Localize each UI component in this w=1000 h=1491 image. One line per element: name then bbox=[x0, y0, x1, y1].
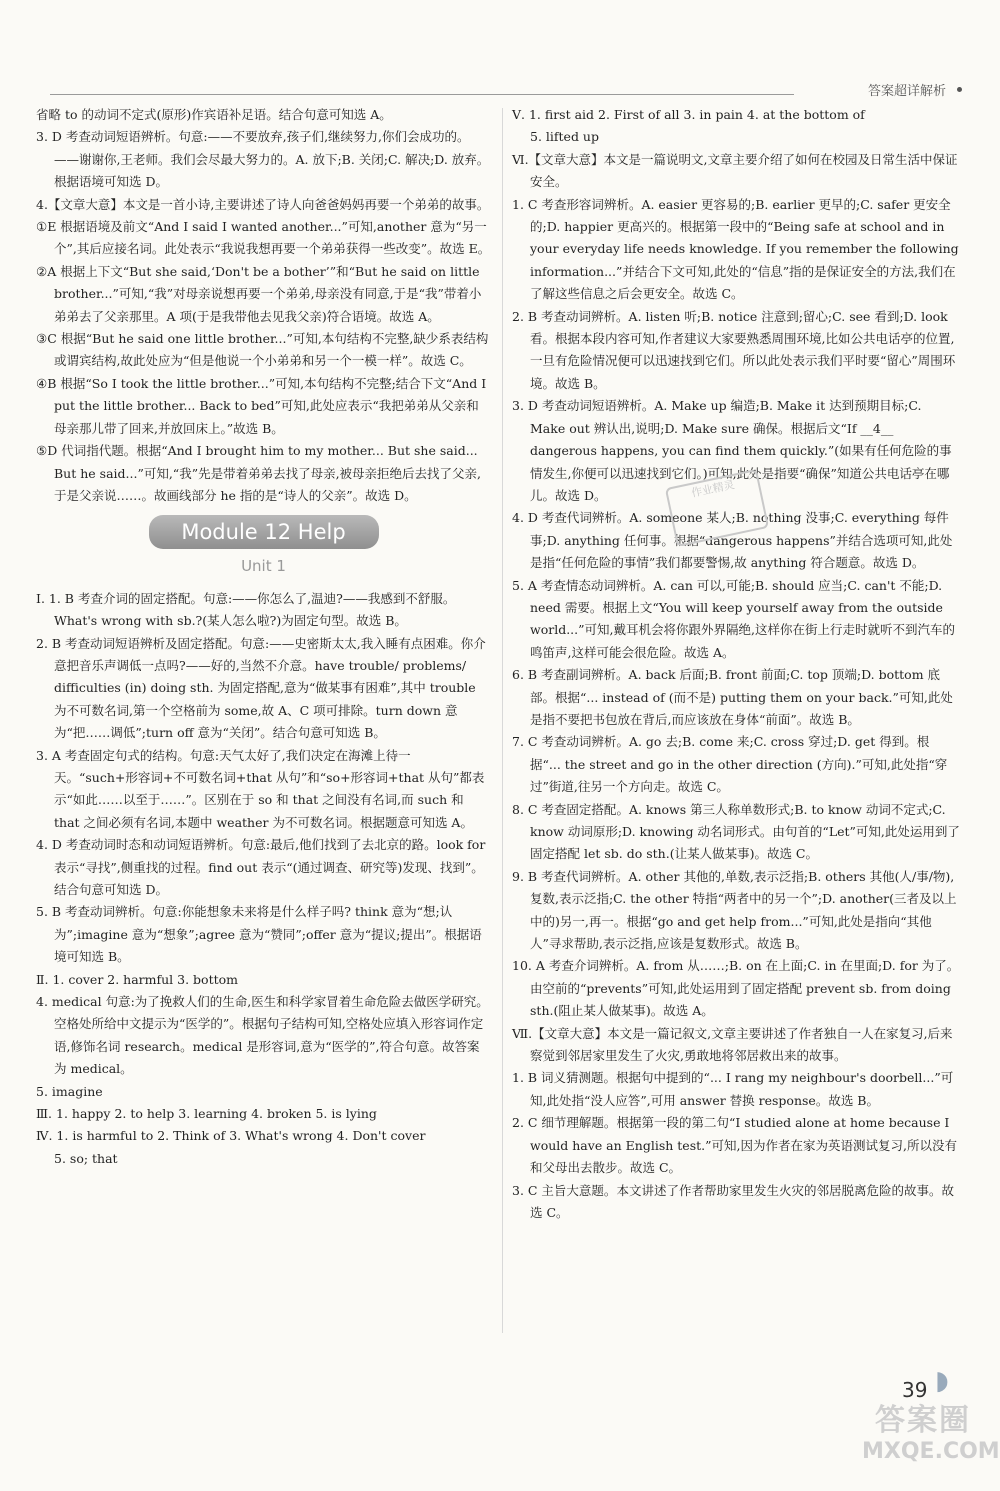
answer-line: 2. B 考查动词短语辨析及固定搭配。句意:——史密斯太太,我入睡有点困难。你介意把音乐声调低一点吗?——好的,当然不介意。have trouble/ problems/ difficulties (in) doing sth. 为固定搭配,意为“做某事有困难”,其中 trouble 为不可数名词,第一个空格前为 some,故 A、C 项可排除。turn down 意为“把……调低”;turn off 意为“关闭”。结合句意可知选 B。 bbox=[36, 635, 486, 741]
unit-title: Unit 1 bbox=[241, 557, 286, 576]
page-number: 39 bbox=[902, 1378, 928, 1402]
answer-line: 8. C 考查固定搭配。A. knows 第三人称单数形式;B. to know 动词不定式;C. know 动词原形;D. knowing 动名词形式。由句首的“Let”可知,此处运用到了固定搭配 let sb. do sth.(让某人做某事)。故选 C。 bbox=[512, 801, 960, 862]
answer-line: 5. so; that bbox=[54, 1150, 118, 1166]
left-column bbox=[36, 104, 491, 1170]
left-answers-after bbox=[36, 588, 491, 1171]
answer-line: ③C 根据“But he said one little brother...”可知,本句结构不完整,缺少系表结构或谓宾结构,故此处应为“但是他说一个小弟弟和另一个一模一样”。故选 C。 bbox=[36, 331, 489, 369]
answer-line: Ⅳ. 1. is harmful to 2. Think of 3. What's wrong 4. Don't cover bbox=[36, 1128, 426, 1144]
answer-line: 3. A 考查固定句式的结构。句意:天气太好了,我们决定在海滩上待一天。“such+形容词+不可数名词+that 从句”和“so+形容词+that 从句”都表示“如此……以至于……”。区别在于 so 和 that 之间没有名词,而 such 和 that 之间必须有名词,本题中 weather 为不可数名词。根据题意可知选 A。 bbox=[36, 747, 485, 830]
page-header bbox=[50, 78, 964, 100]
answer-line: 5. imagine bbox=[36, 1083, 103, 1099]
left-answers-before bbox=[36, 104, 491, 507]
right-answers bbox=[512, 104, 960, 1224]
answer-line: 3. D 考查动词短语辨析。句意:——不要放弃,孩子们,继续努力,你们会成功的。——谢谢你,王老师。我们会尽最大努力的。A. 放下;B. 关闭;C. 解决;D. 放弃。根据语境可知选 D。 bbox=[36, 129, 490, 190]
answer-line: 2. B 考查动词辨析。A. listen 听;B. notice 注意到;留心;C. see 看到;D. look 看。根据本段内容可知,作者建议大家要熟悉周围环境,比如公共电话亭的位置,一旦有危险情况便可以迅速找到它们。所以此处表示我们平时要“留心”周围环境。故选 B。 bbox=[512, 308, 956, 391]
answer-line: ①E 根据语境及前文“And I said I wanted another...”可知,another 意为“另一个”,其后应接名词。此处表示“我说我想再要一个弟弟获得一些改变”。故选 E。 bbox=[36, 219, 491, 257]
module-banner: Module 12 Help bbox=[149, 515, 379, 549]
answer-line: 5. lifted up bbox=[530, 129, 599, 145]
answer-line: 5. A 考查情态动词辨析。A. can 可以,可能;B. should 应当;C. can't 不能;D. need 需要。根据上文“You will keep yourself away from the outside world...”可知,戴耳机会将你跟外界隔绝,这样你在街上行走时就听不到汽车的鸣笛声,这样可能会很危险。故选 A。 bbox=[512, 577, 955, 660]
stamp-watermark: 作业精灵 bbox=[665, 469, 769, 547]
answer-line: 3. D 考查动词短语辨析。A. Make up 编造;B. Make it 达到预期目标;C. Make out 辨认出,说明;D. Make sure 确保。根据后文“If __4__ dangerous happens, you can find them quickly.”(如果有任何危险的事情发生,你便可以迅速找到它们。)可知,此处是指要“确保”知道公共电话亭在哪儿。故选 D。 bbox=[512, 398, 952, 503]
corner-watermark bbox=[862, 1395, 1000, 1464]
answer-line: 3. C 主旨大意题。本文讲述了作者帮助家里发生火灾的邻居脱离危险的故事。故选 C。 bbox=[512, 1182, 954, 1220]
answer-line: 1. B 词义猜测题。根据句中提到的“... I rang my neighbour's doorbell...”可知,此处指“没人应答”,可用 answer 替换 response。故选 B。 bbox=[512, 1070, 954, 1108]
answer-line: 9. B 考查代词辨析。A. other 其他的,单数,表示泛指;B. others 其他(人/事/物),复数,表示泛指;C. the other 特指“两者中的另一个”;D. another(三者及以上中的)另一,再一。根据“go and get help from...”可知,此处是指向“其他人”寻求帮助,表示泛指,应该是复数形式。故选 B。 bbox=[512, 868, 957, 952]
answer-line: 1. C 考查形容词辨析。A. easier 更容易的;B. earlier 更早的;C. safer 更安全的;D. happier 更高兴的。根据第一段中的“Being safe at school and in your everyday life needs knowledge. If you remember the following information...”并结合下文可知,此处的“信息”指的是保证安全的方法,我们在了解这些信息之后会更安全。故选 C。 bbox=[512, 196, 959, 302]
answer-line: 4. D 考查动词时态和动词短语辨析。句意:最后,他们找到了去北京的路。look for 表示“寻找”,侧重找的过程。find out 表示“(通过调查、研究等)发现、找到”。结合句意可知选 D。 bbox=[36, 837, 486, 897]
answer-line: 7. C 考查动词辨析。A. go 去;B. come 来;C. cross 穿过;D. get 得到。根据“... the street and go in the other direction (方向).”可知,此处指“穿过”街道,往另一个方向走。故选 C。 bbox=[512, 734, 948, 795]
watermark-logo: 答案圈 bbox=[875, 1403, 971, 1438]
answer-line: ④B 根据“So I took the little brother...”可知,本句结构不完整;结合下文“And I put the little brother... Back to bed”可知,此处应表示“我把弟弟从父亲和母亲那儿带了回来,并放回床上。”故选 B。 bbox=[36, 375, 487, 436]
answer-line: Ⅶ.【文章大意】本文是一篇记叙文,文章主要讲述了作者独自一人在家复习,后来察觉到邻居家里发生了火灾,勇敢地将邻居救出来的故事。 bbox=[512, 1025, 953, 1064]
dolphin-icon: ◗ bbox=[935, 1366, 949, 1396]
header-dot-icon bbox=[957, 87, 962, 92]
right-column bbox=[512, 104, 960, 1224]
header-rule bbox=[50, 94, 794, 95]
answer-line: 4. D 考查代词辨析。A. someone 某人;B. nothing 没事;C. everything 每件事;D. anything 任何事。根据“dangerous happens”并结合选项可知,此处是指“任何危险的事情”我们都要警惕,故 anything 符合题意。故选 D。 bbox=[512, 510, 953, 571]
answer-line: Ⅰ. 1. B 考查介词的固定搭配。句意:——你怎么了,温迪?——我感到不舒服。What's wrong with sb.?(某人怎么啦?)为固定句型。故选 B。 bbox=[36, 590, 456, 629]
answer-line: Ⅱ. 1. cover 2. harmful 3. bottom bbox=[36, 971, 239, 987]
header-title: 答案超详解析 bbox=[867, 84, 946, 99]
answer-line: Ⅴ. 1. first aid 2. First of all 3. in pain 4. at the bottom of bbox=[512, 107, 865, 122]
answer-line: 省略 to 的动词不定式(原形)作宾语补足语。结合句意可知选 A。 bbox=[36, 107, 392, 122]
answer-line: 5. B 考查动词辨析。句意:你能想象未来将是什么样子吗? think 意为“想;认为”;imagine 意为“想象”;agree 意为“赞同”;offer 意为“提议;提出”。根据语境可知选 B。 bbox=[36, 904, 482, 965]
answer-line: Ⅵ.【文章大意】本文是一篇说明文,文章主要介绍了如何在校园及日常生活中保证安全。 bbox=[512, 151, 958, 190]
answer-line: 6. B 考查副词辨析。A. back 后面;B. front 前面;C. top 顶端;D. bottom 底部。根据“... instead of (而不是) putting them on your back.”可知,此处是指不要把书包放在背后,而应该放在身体“前面”。故选 B。 bbox=[512, 667, 953, 727]
answer-line: Ⅲ. 1. happy 2. to help 3. learning 4. broken 5. is lying bbox=[36, 1106, 377, 1122]
column-divider bbox=[502, 108, 503, 1333]
watermark-url: MXQE.COM bbox=[862, 1439, 1000, 1464]
answer-line: 10. A 考查介词辨析。A. from 从……;B. on 在上面;C. in 在里面;D. for 为了。由空前的“prevents”可知,此处运用到了固定搭配 prevent sb. from doing sth.(阻止某人做某事)。故选 A。 bbox=[512, 958, 960, 1019]
answer-line: ⑤D 代词指代题。根据“And I brought him to my mother... But she said... But he said...”可知,“我”先是带着弟弟去找了母亲,被母亲拒绝后去找了父亲,于是父亲说……。故画线部分 he 指的是“诗人的父亲”。故选 D。 bbox=[36, 443, 482, 503]
answer-line: 4. medical 句意:为了挽救人们的生命,医生和科学家冒着生命危险去做医学研究。空格处所给中文提示为“医学的”。根据句子结构可知,空格处应填入形容词作定语,修饰名词 research。medical 是形容词,意为“医学的”,符合句意。故答案为 medical。 bbox=[36, 994, 489, 1077]
answer-line: 4.【文章大意】本文是一首小诗,主要讲述了诗人向爸爸妈妈再要一个弟弟的故事。 bbox=[36, 196, 490, 212]
answer-line: 2. C 细节理解题。根据第一段的第二句“I studied alone at home because I would have an English test.”可知,因为作者在家为英语测试复习,所以没有和父母出去散步。故选 C。 bbox=[512, 1115, 957, 1176]
answer-line: ②A 根据上下文“But she said,‘Don't be a bother’”和“But he said on little brother...”可知,“我”对母亲说想再要一个弟弟,母亲没有同意,于是“我”带着小弟弟去了父亲那里。A 项(于是我带他去见我父亲)符合语境。故选 A。 bbox=[36, 263, 482, 324]
